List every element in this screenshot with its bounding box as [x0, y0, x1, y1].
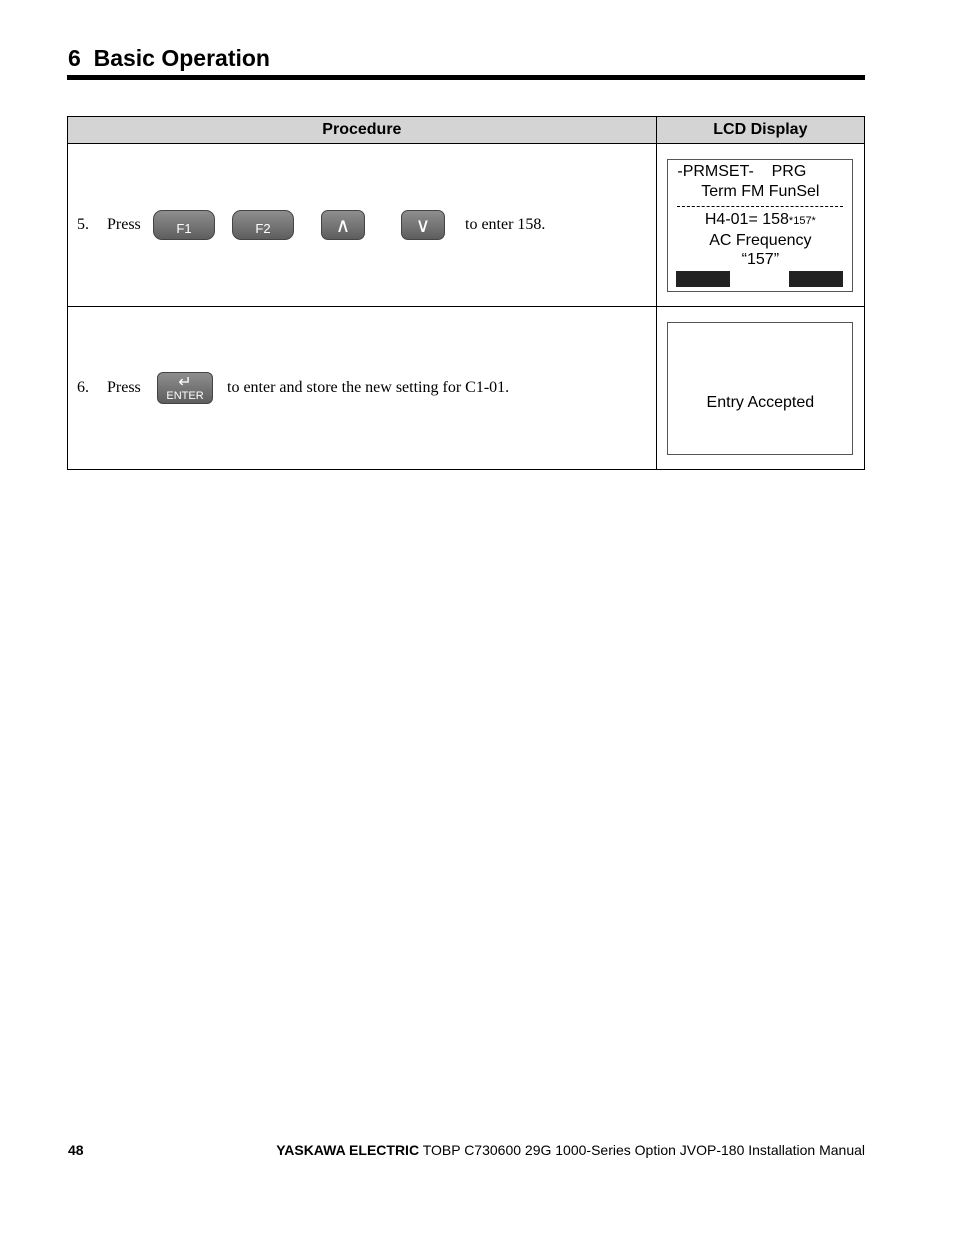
- lcd-line-description: AC Frequency: [709, 231, 812, 249]
- lcd-message: Entry Accepted: [706, 394, 815, 411]
- page-number: 48: [68, 1142, 84, 1158]
- procedure-column-header: Procedure: [68, 117, 657, 144]
- lcd-dashed-divider: [677, 206, 843, 207]
- step-number: 5.: [77, 216, 89, 233]
- press-label: Press: [107, 216, 141, 233]
- step-6: [68, 372, 656, 404]
- lcd-value-default: *157*: [788, 214, 816, 227]
- lcd-line-value: [668, 210, 852, 231]
- up-arrow-key-icon: ∧: [321, 210, 365, 240]
- table-row: [68, 307, 865, 470]
- table-header-row: [68, 117, 865, 144]
- lcd-softkey-right: [789, 271, 843, 287]
- press-label: Press: [107, 379, 141, 396]
- procedure-table: [67, 116, 865, 470]
- enter-key-icon: [157, 372, 213, 404]
- lcd-display: [667, 322, 853, 455]
- section-title-text: Basic Operation: [93, 45, 270, 71]
- footer-document-title: [276, 1142, 865, 1158]
- f1-key-icon: F1: [153, 210, 215, 240]
- footer-brand: YASKAWA ELECTRIC: [276, 1142, 420, 1158]
- enter-arrow-icon: ↵: [178, 374, 192, 391]
- procedure-cell: [68, 144, 657, 307]
- lcd-cell: [656, 307, 864, 470]
- page-footer: [68, 1142, 865, 1158]
- enter-key-label: ENTER: [166, 390, 204, 402]
- lcd-line-quoted-value: “157”: [741, 250, 780, 268]
- step-instruction: to enter and store the new setting for C1-01.: [227, 379, 510, 396]
- procedure-cell: [68, 307, 657, 470]
- lcd-line-param-name: Term FM FunSel: [701, 182, 820, 200]
- step-instruction: to enter 158.: [465, 216, 546, 233]
- lcd-display: [667, 159, 853, 292]
- lcd-softkey-left: [676, 271, 730, 287]
- f2-key-icon: F2: [232, 210, 294, 240]
- step-number: 6.: [77, 379, 89, 396]
- lcd-cell: [656, 144, 864, 307]
- title-rule: [67, 75, 865, 80]
- section-title: [68, 42, 270, 74]
- step-5: [68, 210, 656, 240]
- footer-document: TOBP C730600 29G 1000-Series Option JVOP-180 Installation Manual: [419, 1142, 865, 1158]
- down-arrow-key-icon: ∨: [401, 210, 445, 240]
- lcd-value-main: H4-01= 158: [704, 210, 789, 228]
- lcd-column-header: LCD Display: [656, 117, 864, 144]
- lcd-line-mode: -PRMSET- PRG: [677, 162, 807, 180]
- table-row: [68, 144, 865, 307]
- section-number: 6: [68, 45, 81, 71]
